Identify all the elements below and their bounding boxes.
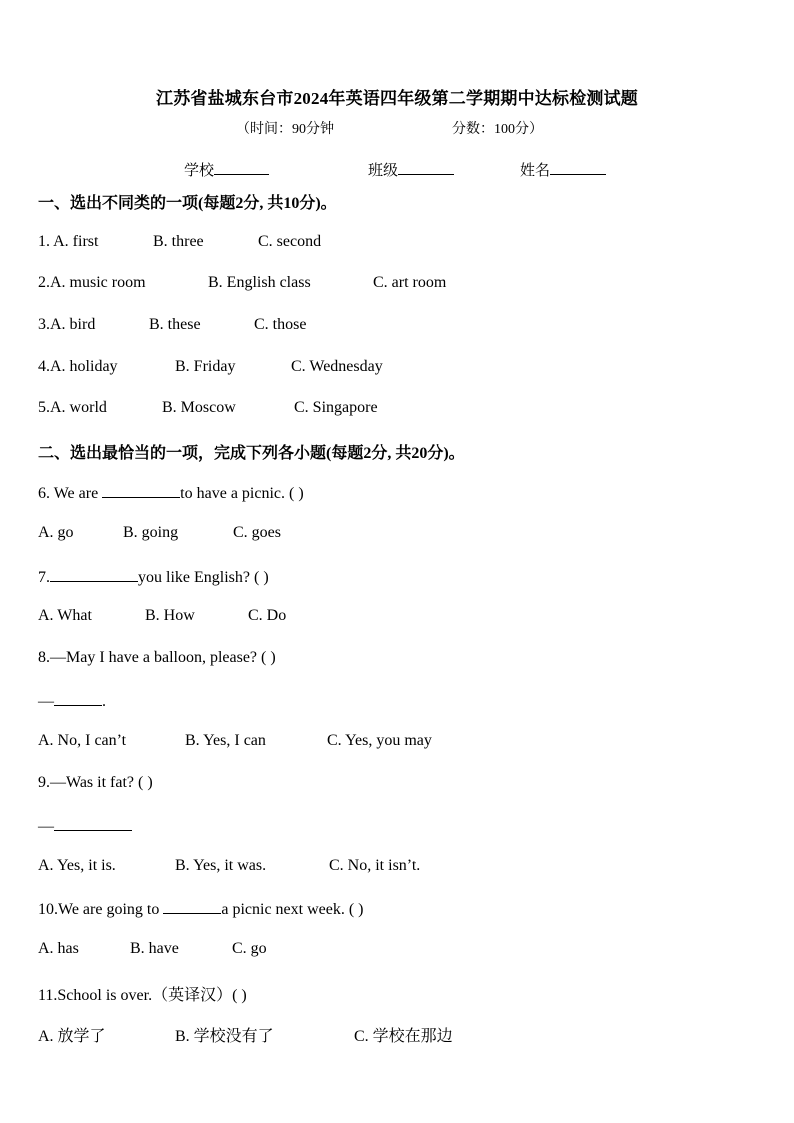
question-8-response — [38, 690, 106, 711]
question-8-blank — [54, 690, 102, 706]
question-10-pre: 10.We are going to — [38, 901, 164, 918]
question-6-a: A. go — [38, 524, 74, 541]
question-6-b: B. going — [123, 524, 179, 541]
question-11-stem: 11.School is over.（英译汉）( ) — [38, 987, 247, 1004]
question-10-stem — [38, 898, 364, 919]
school-label: 学校 — [184, 163, 215, 179]
name-label: 姓名 — [520, 163, 551, 179]
question-8-b: B. Yes, I can — [185, 732, 266, 749]
question-6-stem — [38, 482, 304, 503]
exam-score: 分数：100分） — [452, 122, 543, 137]
question-5-c: C. Singapore — [294, 399, 378, 416]
question-3-a: 3.A. bird — [38, 316, 96, 333]
question-2-c: C. art room — [373, 274, 447, 291]
school-blank — [214, 160, 269, 175]
question-6-post: to have a picnic. ( ) — [180, 485, 304, 502]
question-7-post: you like English? ( ) — [138, 569, 269, 586]
section2-heading: 二、选出最恰当的一项，完成下列各小题(每题2分, 共20分)。 — [38, 445, 465, 462]
question-7-pre: 7. — [38, 569, 50, 586]
question-4-a: 4.A. holiday — [38, 358, 118, 375]
question-7-blank — [50, 566, 138, 582]
question-9-dash: — — [38, 818, 54, 835]
page-title: 江苏省盐城东台市2024年英语四年级第二学期期中达标检测试题 — [156, 89, 638, 108]
class-blank — [398, 160, 454, 175]
question-11-c: C. 学校在那边 — [354, 1028, 453, 1045]
exam-time: （时间：90分钟 — [236, 122, 334, 137]
question-10-c: C. go — [232, 940, 267, 957]
question-10-b: B. have — [130, 940, 179, 957]
question-7-b: B. How — [145, 607, 195, 624]
question-8-a: A. No, I can’t — [38, 732, 127, 749]
question-9-c: C. No, it isn’t. — [329, 857, 421, 874]
question-1-a: 1. A. first — [38, 233, 99, 250]
question-2-a: 2.A. music room — [38, 274, 146, 291]
question-5-b: B. Moscow — [162, 399, 236, 416]
question-11-b: B. 学校没有了 — [175, 1028, 274, 1045]
question-8-end: . — [102, 693, 106, 710]
question-3-b: B. these — [149, 316, 201, 333]
question-7-c: C. Do — [248, 607, 287, 624]
question-3-c: C. those — [254, 316, 307, 333]
name-blank — [550, 160, 606, 175]
question-6-blank — [102, 482, 180, 498]
class-label: 班级 — [368, 163, 399, 179]
name-field — [520, 159, 606, 180]
question-8-c: C. Yes, you may — [327, 732, 432, 749]
question-9-blank — [54, 815, 132, 831]
question-5-a: 5.A. world — [38, 399, 107, 416]
question-9-response — [38, 815, 132, 836]
question-6-pre: 6. We are — [38, 485, 103, 502]
question-7-stem — [38, 566, 269, 587]
question-11-a: A. 放学了 — [38, 1028, 106, 1045]
school-field — [184, 159, 269, 180]
question-8-dash: — — [38, 693, 54, 710]
question-4-b: B. Friday — [175, 358, 236, 375]
question-2-b: B. English class — [208, 274, 311, 291]
question-6-c: C. goes — [233, 524, 281, 541]
question-10-a: A. has — [38, 940, 79, 957]
question-7-a: A. What — [38, 607, 92, 624]
question-9-b: B. Yes, it was. — [175, 857, 267, 874]
question-4-c: C. Wednesday — [291, 358, 383, 375]
class-field — [368, 159, 454, 180]
question-9-a: A. Yes, it is. — [38, 857, 116, 874]
question-1-b: B. three — [153, 233, 204, 250]
question-10-blank — [163, 898, 221, 914]
question-1-c: C. second — [258, 233, 322, 250]
question-8-stem: 8.—May I have a balloon, please? ( ) — [38, 649, 276, 666]
section1-heading: 一、选出不同类的一项(每题2分, 共10分)。 — [38, 195, 337, 212]
question-9-stem: 9.—Was it fat? ( ) — [38, 774, 153, 791]
question-10-post: a picnic next week. ( ) — [221, 901, 364, 918]
